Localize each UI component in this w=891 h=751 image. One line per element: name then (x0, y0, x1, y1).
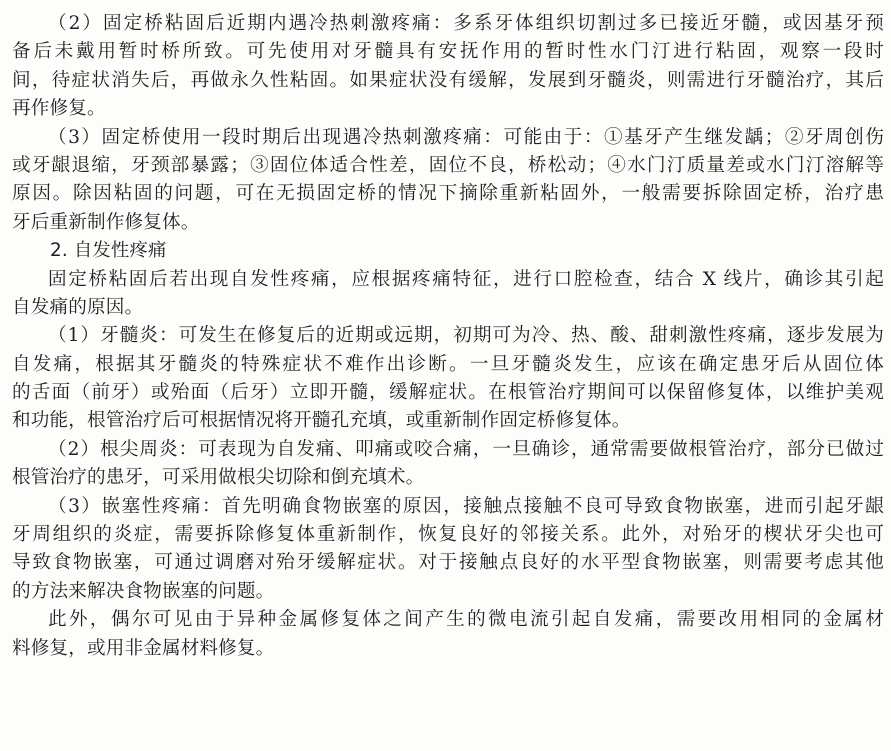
text-line: 导致食物嵌塞，可通过调磨对殆牙缓解症状。对于接触点良好的水平型食物嵌塞，则需要考虑其他 (12, 552, 884, 574)
text-line: 固定桥粘固后若出现自发性疼痛，应根据疼痛特征，进行口腔检查，结合 X 线片，确诊其引起 (48, 268, 884, 290)
document-body (12, 10, 884, 663)
text-line: 根管治疗的患牙，可采用做根尖切除和倒充填术。 (12, 467, 425, 489)
text-line: 牙周组织的炎症，需要拆除修复体重新制作，恢复良好的邻接关系。此外，对殆牙的楔状牙尖也可 (12, 524, 884, 546)
text-line: 的舌面（前牙）或殆面（后牙）立即开髓，缓解症状。在根管治疗期间可以保留修复体，以维护美观 (12, 382, 884, 404)
text-line: 和功能，根管治疗后可根据情况将开髓孔充填，或重新制作固定桥修复体。 (12, 410, 631, 432)
text-line: 的方法来解决食物嵌塞的问题。 (12, 580, 275, 602)
text-line: 自发痛，根据其牙髓炎的特殊症状不难作出诊断。一旦牙髓炎发生，应该在确定患牙后从固位体 (12, 353, 884, 375)
text-line: （2）固定桥粘固后近期内遇冷热刺激疼痛：多系牙体组织切割过多已接近牙髓，或因基牙预 (48, 13, 884, 34)
text-line: （1）牙髓炎：可发生在修复后的近期或远期，初期可为冷、热、酸、甜刺激性疼痛，逐步发展为 (48, 325, 884, 347)
text-line: （3）固定桥使用一段时期后出现遇冷热刺激疼痛：可能由于：①基牙产生继发龋；②牙周创伤 (48, 126, 884, 148)
text-line: 此外，偶尔可见由于异种金属修复体之间产生的微电流引起自发痛，需要改用相同的金属材 (48, 609, 884, 631)
text-line: 原因。除因粘固的问题，可在无损固定桥的情况下摘除重新粘固外，一般需要拆除固定桥，治疗患 (12, 183, 884, 205)
text-line: 牙后重新制作修复体。 (12, 211, 200, 233)
text-line: （2）根尖周炎：可表现为自发痛、叩痛或咬合痛，一旦确诊，通常需要做根管治疗，部分已做过 (48, 438, 884, 460)
section-heading: 2. 自发性疼痛 (50, 240, 167, 262)
text-line: 备后未戴用暂时桥所致。可先使用对牙髓具有安抚作用的暂时性水门汀进行粘固，观察一段时 (12, 41, 884, 63)
text-line: 间，待症状消失后，再做永久性粘固。如果症状没有缓解，发展到牙髓炎，则需进行牙髓治疗，其后 (12, 69, 884, 91)
text-line: 自发痛的原因。 (12, 296, 144, 318)
text-line: （3）嵌塞性疼痛：首先明确食物嵌塞的原因，接触点接触不良可导致食物嵌塞，进而引起牙龈 (48, 495, 884, 517)
text-line: 料修复，或用非金属材料修复。 (12, 637, 275, 659)
text-line: 或牙龈退缩，牙颈部暴露；③固位体适合性差，固位不良，桥松动；④水门汀质量差或水门汀溶解等 (12, 154, 884, 176)
text-line: 再作修复。 (12, 98, 106, 120)
